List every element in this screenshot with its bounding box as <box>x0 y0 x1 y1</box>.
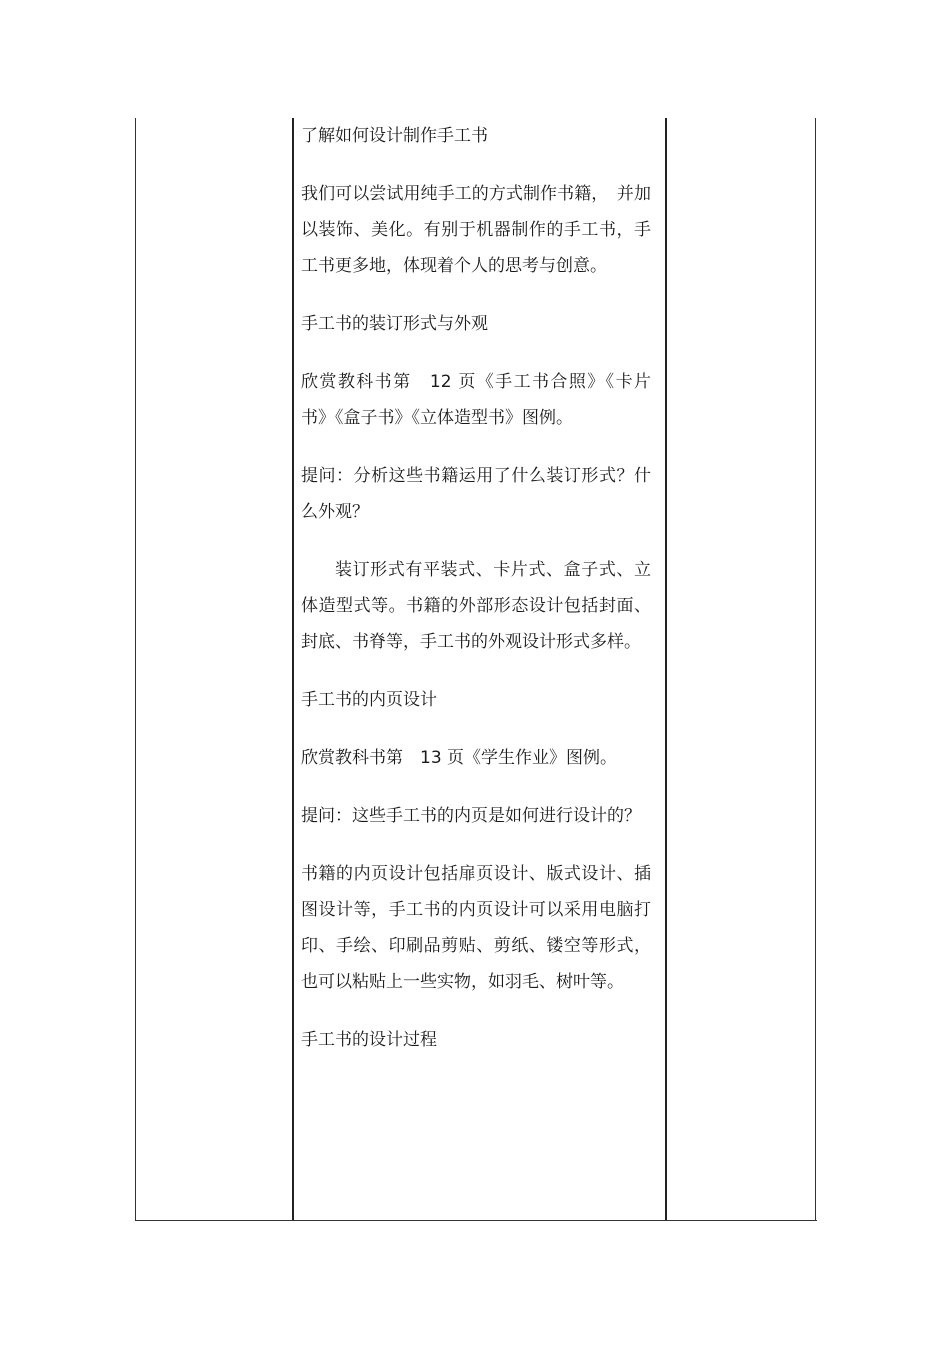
heading-binding-and-appearance: 手工书的装订形式与外观 <box>301 314 488 334</box>
paragraph-inner-page-answer: 书籍的内页设计包括扉页设计、版式设计、插图设计等，手工书的内页设计可以采用电脑打印、手绘、印刷品剪贴、剪纸、镂空等形式，也可以粘贴上一些实物，如羽毛、树叶等。 <box>301 864 651 992</box>
paragraph-binding-forms-answer: 装订形式有平装式、卡片式、盒子式、立体造型式等。书籍的外部形态设计包括封面、封底、书脊等，手工书的外观设计形式多样。 <box>301 560 651 652</box>
paragraph-appreciate-page-12: 欣赏教科书第 12 页《手工书合照》《卡片书》《盒子书》《立体造型书》图例。 <box>301 372 651 428</box>
heading-understand-handmade-book: 了解如何设计制作手工书 <box>301 126 488 146</box>
question-inner-page-design: 提问：这些手工书的内页是如何进行设计的？ <box>301 806 641 826</box>
lesson-content-cell <box>301 118 651 1058</box>
heading-inner-page-design: 手工书的内页设计 <box>301 690 437 710</box>
heading-design-process: 手工书的设计过程 <box>301 1030 437 1050</box>
column-divider-2 <box>665 118 667 1221</box>
table-border-right <box>815 118 816 1221</box>
question-binding-forms: 提问：分析这些书籍运用了什么装订形式？什么外观？ <box>301 466 651 522</box>
paragraph-intro: 我们可以尝试用纯手工的方式制作书籍， 并加以装饰、美化。有别于机器制作的手工书，手工书更多地，体现着个人的思考与创意。 <box>301 184 651 276</box>
table-border-left <box>135 118 136 1221</box>
paragraph-appreciate-page-13: 欣赏教科书第 13 页《学生作业》图例。 <box>301 748 618 768</box>
table-border-bottom <box>135 1220 817 1221</box>
column-divider-1 <box>292 118 294 1221</box>
